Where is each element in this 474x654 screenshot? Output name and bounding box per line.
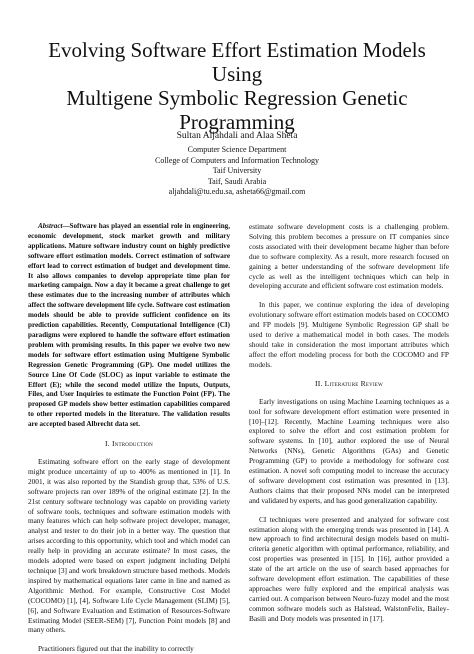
affiliation-line: Taif University xyxy=(212,166,262,175)
title-line-1: Evolving Software Effort Estimation Models Using xyxy=(48,38,426,86)
affiliation-line: Taif, Saudi Arabia xyxy=(207,176,267,186)
abstract xyxy=(28,222,230,430)
introduction-paragraph-2-continued: estimate software development costs is a challenging problem. Solving this problem becomes a pressure on IT companies since costs associated with their development became higher than before due to software complexity. As a result, more research focused on gaining a better understanding of the software development life cycle as well as the intelligent techniques which can help in developing accurate and efficient software cost estimation models. xyxy=(249,222,449,291)
introduction-paragraph-2: Practitioners figured out that the inability to correctly xyxy=(38,644,194,654)
literature-paragraph-1: Early investigations on using Machine Learning techniques as a tool for software development effort estimation were presented in [10]–[12]. Recently, Machine Learning techniques were also explored to solve the effort and cost estimation problem for software systems. In [10], author explored the use of Neural Networks (NNs), Genetic Algorithms (GAs) and Genetic Programming (GP) to provide a methodology for software cost estimation. A novel soft computing model to increase the accuracy of software development cost estimation was presented in [13]. Authors claims that their proposed NNs model can be interpreted and validated by experts, and has good generalization capability. xyxy=(249,396,449,505)
title-line-3: Programming xyxy=(179,110,295,134)
paper-title xyxy=(30,38,444,134)
literature-paragraph-2: CI techniques were presented and analyzed for software cost estimation along with the emerging trends was presented in [14]. A new approach to find architectural design models based on multi-criteria genetic algorithm with optimal performance, reliability, and cost properties was presented in [15]. In [16], author provided a state of the art article on the use of search based approaches for software development effort estimation. The capabilities of these approaches were fully explored and the empirical analysis was carried out. A comparison between Neuro-fuzzy model and the most common software models such as Halstead, WalstonFelix, Bailey-Basili and Doty models was presented in [17]. xyxy=(249,514,449,623)
author-names: Sultan Aljahdali and Alaa Sheta xyxy=(176,131,298,141)
section-heading-introduction: I. Introduction xyxy=(105,439,153,449)
title-line-2: Multigene Symbolic Regression Genetic xyxy=(66,86,408,110)
left-column xyxy=(28,222,230,654)
introduction-paragraph-1: Estimating software effort on the early stage of development might produce uncertainty of up to 400% as mentioned in [1]. In 2001, it was also reported by the Standish group that, 53% of U.S. software projects ran over 189% of the original estimate [2]. In the 21st century software technology was capable on providing variety of software tools, techniques and software estimation models with many features which can help software project developer, manager, analyst and tester to do their job in a better way. The question that arises according to this opportunity, which tool and which model can really help in providing an accurate estimate? In most cases, the models adopted were based on expert judgment including Delphi technique [3] and work breakdown structure based methods. Models inspired by mathematical equations later came in line and named as Algorithmic Method. For example, Constructive Cost Model (COCOMO) [1], [4], Software Life Cycle Management (SLIM) [5], [6], and Software Evaluation and Estimation of Resources-Software Estimating Model (SEER-SEM) [7], Function Point models [8] and many others. xyxy=(28,457,230,635)
introduction-paragraph-3: In this paper, we continue exploring the idea of developing evolutionary software effort estimation models based on COCOMO and FP models [9]. Multigene Symbolic Regression GP shall be used to derive a mathematical model in both cases. The models should take in consideration the most important attributes which affect the effort modeling process for both the COCOMO and FP models. xyxy=(249,300,449,369)
right-column xyxy=(249,222,449,624)
affiliation-line: Computer Science Department xyxy=(187,145,287,154)
section-heading-literature-review: II. Literature Review xyxy=(315,378,383,388)
affiliation-line: College of Computers and Information Technology xyxy=(155,155,319,165)
abstract-lead: Abstract xyxy=(38,222,63,230)
author-emails: aljahdali@tu.edu.sa, asheta66@gmail.com xyxy=(168,187,306,196)
author-block xyxy=(60,130,414,198)
abstract-text: —Software has played an essential role in engineering, economic development, stock market growth and military applications. Mature software industry count on highly predictive software effort estimation models. Correct estimation of software effort lead to correct estimation of budget and development time. It also allows companies to develop appropriate time plan for marketing campaign. Now a day it became a great challenge to get these estimates due to the increasing number of attributes which affect the software development life cycle. Software cost estimation models should be able to provide sufficient confidence on its prediction capabilities. Recently, Computational Intelligence (CI) paradigms were explored to handle the software effort estimation problem with promising results. In this paper we evolve two new models for software effort estimation using Multigene Symbolic Regression Genetic Programming (GP). One model utilizes the Source Line Of Code (SLOC) as input variable to estimate the Effort (E); while the second model utilize the Inputs, Outputs, Files, and User Inquiries to estimate the Function Point (FP). The proposed GP models show better estimation capabilities compared to other reported models in the literature. The validation results are accepted based Albrecht data set. xyxy=(28,222,230,429)
